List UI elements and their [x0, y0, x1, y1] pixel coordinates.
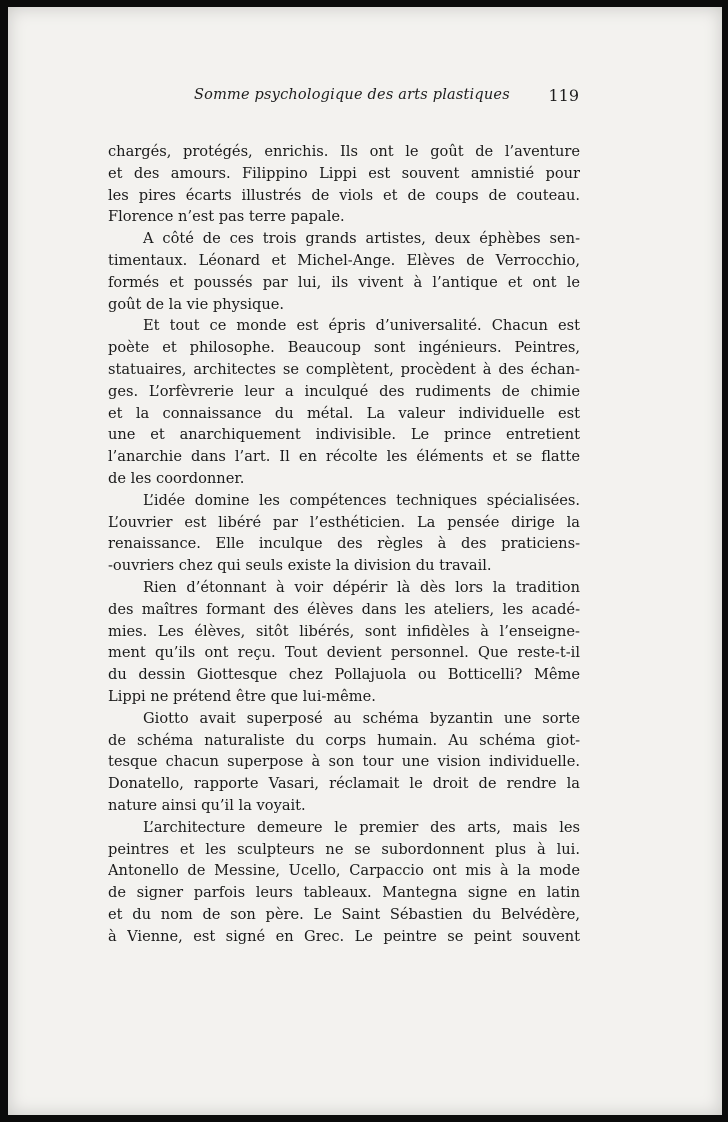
text-line: peintres et les sculpteurs ne se subordonnent plus à lui.	[108, 840, 580, 858]
text-line: l’anarchie dans l’art. Il en récolte les éléments et se flatte	[108, 448, 580, 466]
text-line: poète et philosophe. Beaucoup sont ingénieurs. Peintres,	[108, 339, 580, 357]
text-line: chargés, protégés, enrichis. Ils ont le goût de l’aventure	[108, 143, 580, 160]
text-line: Lippi ne prétend être que lui-même.	[108, 687, 376, 705]
text-line: ment qu’ils ont reçu. Tout devient personnel. Que reste-t-il	[108, 644, 580, 662]
text-line: Giotto avait superposé au schéma byzantin une sorte	[143, 709, 580, 727]
text-line: nature ainsi qu’il la voyait.	[108, 796, 306, 814]
text-line: L’idée domine les compétences techniques spécialisées.	[143, 491, 580, 509]
text-line: tesque chacun superpose à son tour une vision individuelle.	[108, 753, 580, 771]
text-line: et du nom de son père. Le Saint Sébastien du Belvédère,	[108, 905, 580, 923]
text-line: statuaires, architectes se complètent, procèdent à des échan-	[108, 360, 580, 378]
text-line: de les coordonner.	[108, 469, 245, 487]
text-line: Donatello, rapporte Vasari, réclamait le droit de rendre la	[108, 775, 580, 793]
text-line: ges. L’orfèvrerie leur a inculqué des rudiments de chimie	[108, 382, 580, 400]
text-line: A côté de ces trois grands artistes, deux éphèbes sen-	[143, 230, 580, 248]
text-line: une et anarchiquement indivisible. Le prince entretient	[108, 426, 580, 444]
running-title: Somme psychologique des arts plastiques	[194, 87, 510, 103]
text-line: -ouvriers chez qui seuls existe la division du travail.	[108, 557, 492, 575]
text-line: Et tout ce monde est épris d’universalité. Chacun est	[143, 317, 580, 335]
text-line: timentaux. Léonard et Michel-Ange. Elèves de Verrocchio,	[108, 251, 580, 269]
text-line: L’ouvrier est libéré par l’esthéticien. La pensée dirige la	[108, 513, 580, 531]
text-line: et la connaissance du métal. La valeur individuelle est	[108, 404, 580, 422]
text-line: à Vienne, est signé en Grec. Le peintre se peint souvent	[108, 927, 580, 945]
text-line: les pires écarts illustrés de viols et de coups de couteau.	[108, 186, 580, 204]
text-line: L’architecture demeure le premier des arts, mais les	[143, 818, 580, 836]
text-line: Florence n’est pas terre papale.	[108, 208, 345, 226]
book-page	[8, 7, 722, 1115]
text-line: mies. Les élèves, sitôt libérés, sont infidèles à l’enseigne-	[108, 622, 580, 640]
text-line: Rien d’étonnant à voir dépérir là dès lors la tradition	[143, 578, 580, 596]
page-header	[108, 87, 580, 113]
page-number: 119	[548, 86, 579, 105]
body-text	[108, 141, 580, 947]
text-line: goût de la vie physique.	[108, 295, 285, 313]
text-line: formés et poussés par lui, ils vivent à l’antique et ont le	[108, 273, 580, 291]
text-line: Antonello de Messine, Ucello, Carpaccio ont mis à la mode	[108, 862, 580, 880]
text-line: de signer parfois leurs tableaux. Mantegna signe en latin	[108, 884, 580, 902]
text-line: renaissance. Elle inculque des règles à des praticiens-	[108, 535, 580, 553]
text-line: du dessin Giottesque chez Pollajuola ou Botticelli? Même	[108, 666, 580, 684]
text-line: et des amours. Filippino Lippi est souvent amnistié pour	[108, 164, 580, 182]
text-line: de schéma naturaliste du corps humain. Au schéma giot-	[108, 731, 580, 749]
text-line: des maîtres formant des élèves dans les ateliers, les acadé-	[108, 600, 580, 618]
